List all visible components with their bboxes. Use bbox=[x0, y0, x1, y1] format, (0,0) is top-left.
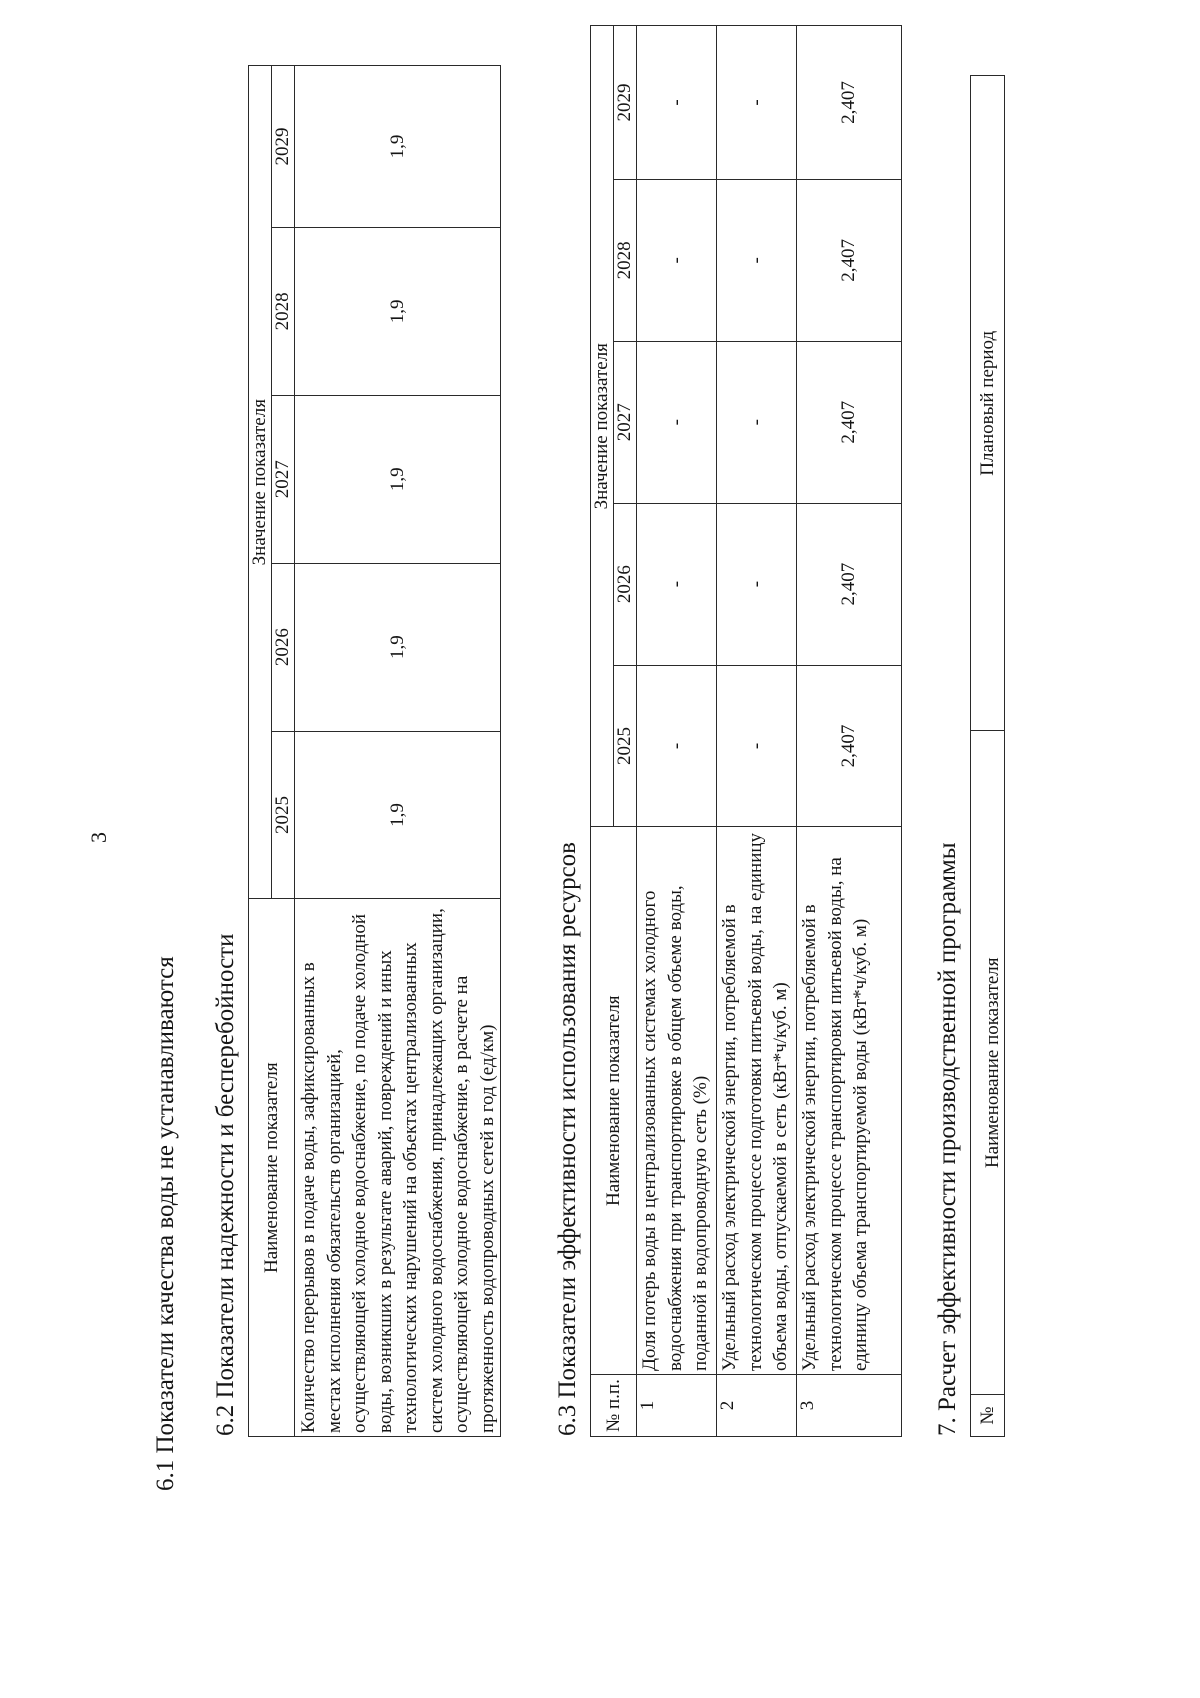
indicator-value: - bbox=[717, 341, 797, 503]
indicator-value: 2,407 bbox=[797, 26, 902, 180]
indicator-value: 1,9 bbox=[295, 395, 501, 563]
column-header-value: Значение показателя bbox=[591, 26, 614, 827]
section-7-title: 7. Расчет эффективности производственной программы bbox=[934, 842, 961, 1436]
indicator-value: 2,407 bbox=[797, 503, 902, 665]
table-row bbox=[797, 26, 902, 1437]
indicator-value: - bbox=[637, 26, 717, 180]
indicator-value: - bbox=[637, 341, 717, 503]
resource-efficiency-table bbox=[590, 25, 902, 1437]
year-header: 2028 bbox=[272, 227, 295, 395]
column-header-no: № bbox=[971, 1395, 1005, 1437]
reliability-table bbox=[248, 65, 501, 1437]
column-header-name: Наименование показателя bbox=[249, 899, 295, 1437]
page-number: 3 bbox=[86, 832, 111, 843]
program-efficiency-table bbox=[970, 75, 1005, 1437]
indicator-value: - bbox=[717, 503, 797, 665]
table-row bbox=[295, 66, 501, 1437]
year-header: 2025 bbox=[614, 665, 637, 827]
indicator-value: - bbox=[717, 665, 797, 827]
indicator-value: 1,9 bbox=[295, 66, 501, 228]
column-header-name: Наименование показателя bbox=[971, 731, 1005, 1395]
column-header-period: Плановый период bbox=[971, 76, 1005, 732]
section-6-3-title: 6.3 Показатели эффективности использования ресурсов bbox=[554, 842, 581, 1436]
table-row bbox=[717, 26, 797, 1437]
year-header: 2028 bbox=[614, 179, 637, 341]
year-header: 2029 bbox=[272, 66, 295, 228]
indicator-value: - bbox=[637, 179, 717, 341]
indicator-name: Доля потерь воды в централизованных системах холодного водоснабжения при транспортировке в общем объеме воды, поданной в водопроводную сеть (%) bbox=[637, 827, 717, 1375]
indicator-value: 1,9 bbox=[295, 227, 501, 395]
column-header-value: Значение показателя bbox=[249, 66, 272, 899]
indicator-value: 2,407 bbox=[797, 179, 902, 341]
year-header: 2026 bbox=[614, 503, 637, 665]
section-6-1-title: 6.1 Показатели качества воды не устанавливаются bbox=[152, 956, 179, 1491]
row-number: 3 bbox=[797, 1375, 902, 1437]
table-row bbox=[637, 26, 717, 1437]
year-header: 2026 bbox=[272, 563, 295, 731]
indicator-name: Количество перерывов в подаче воды, зафиксированных в местах исполнения обязательств организацией, осуществляющей холодное водоснабжение, по подаче холодной воды, возникших в результате аварий, повреждений и иных технологических нарушений на объектах централизованных систем холодного водоснабжения, принадлежащих организации, осуществляющей холодное водоснабжение, в расчете на протяженность водопроводных сетей в год (ед/км) bbox=[295, 899, 501, 1437]
year-header: 2025 bbox=[272, 731, 295, 899]
year-header: 2029 bbox=[614, 26, 637, 180]
row-number: 2 bbox=[717, 1375, 797, 1437]
row-number: 1 bbox=[637, 1375, 717, 1437]
indicator-value: 2,407 bbox=[797, 341, 902, 503]
column-header-name: Наименование показателя bbox=[591, 827, 637, 1375]
section-6-2-title: 6.2 Показатели надежности и бесперебойности bbox=[212, 933, 239, 1436]
indicator-value: - bbox=[717, 26, 797, 180]
indicator-name: Удельный расход электрической энергии, потребляемой в технологическом процессе транспортировки питьевой воды, на единицу объема транспортируемой воды (кВт*ч/куб. м) bbox=[797, 827, 902, 1375]
year-header: 2027 bbox=[614, 341, 637, 503]
indicator-value: - bbox=[637, 665, 717, 827]
indicator-value: - bbox=[637, 503, 717, 665]
indicator-value: 1,9 bbox=[295, 563, 501, 731]
indicator-value: 2,407 bbox=[797, 665, 902, 827]
indicator-value: 1,9 bbox=[295, 731, 501, 899]
year-header: 2027 bbox=[272, 395, 295, 563]
indicator-value: - bbox=[717, 179, 797, 341]
indicator-name: Удельный расход электрической энергии, потребляемой в технологическом процессе подготовки питьевой воды, на единицу объема воды, отпускаемой в сеть (кВт*ч/куб. м) bbox=[717, 827, 797, 1375]
column-header-no: № п.п. bbox=[591, 1375, 637, 1437]
